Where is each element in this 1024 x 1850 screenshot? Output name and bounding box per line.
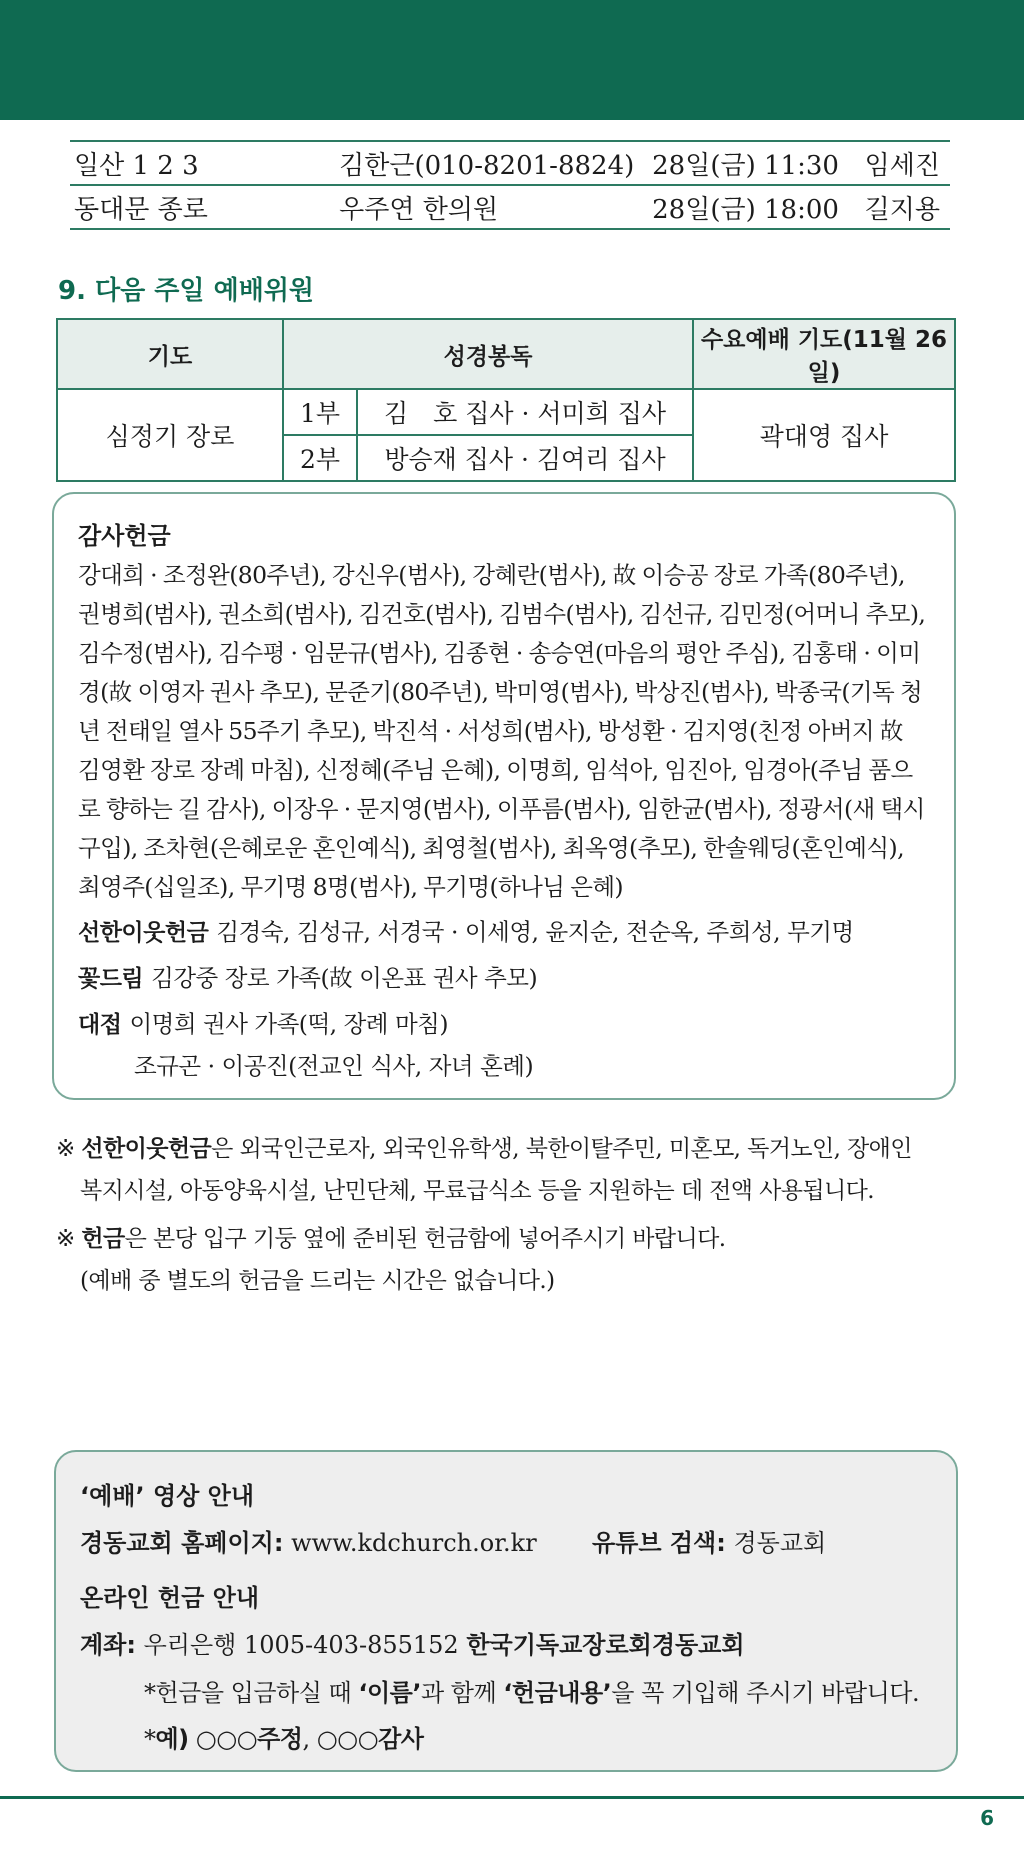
memo-text: *헌금을 입금하실 때 [144,1679,359,1707]
note-text: (예배 중 별도의 헌금을 드리는 시간은 없습니다.) [80,1268,555,1294]
service-cell: 2부 [283,435,357,481]
example-bold: 주정 [257,1725,303,1753]
visit-host: 김한근(010-8201-8824) [335,141,648,185]
note-text: 복지시설, 아동양육시설, 난민단체, 무료급식소 등을 지원하는 데 전액 사용됩니다. [80,1178,874,1204]
readers-cell: 방승재 집사 · 김여리 집사 [357,435,693,481]
note-text: 은 외국인근로자, 외국인유학생, 북한이탈주민, 미혼모, 독거노인, 장애인 [211,1136,912,1162]
hosting-label: 대접 [78,1012,122,1038]
note-bold-term: 선한이웃헌금 [81,1136,212,1162]
online-offering-heading: 온라인 헌금 안내 [80,1584,259,1612]
memo-content: ‘헌금내용’ [503,1679,612,1707]
readers-cell: 김 호 집사 · 서미희 집사 [357,389,693,435]
note-mark: ※ [56,1226,75,1252]
visit-leader: 임세진 [861,141,950,185]
homepage-link[interactable]: www.kdchurch.or.kr [291,1529,537,1557]
visit-host: 우주연 한의원 [335,185,648,229]
hosting-line [78,1005,930,1045]
thanks-offering-box [52,492,956,1100]
hosting-line-2: 조규곤 · 이공진(전교인 식사, 자녀 혼례) [134,1052,534,1080]
visit-schedule-table [70,140,950,230]
note-offering-box [56,1218,966,1302]
neighbor-offering-names: 김경숙, 김성규, 서경국 · 이세영, 윤지순, 전순옥, 주희성, 무기명 [216,918,854,946]
note-mark: ※ [56,1136,75,1162]
notes [56,1128,966,1302]
example-text: ○○○ [188,1725,258,1753]
thanks-heading: 감사헌금 [78,522,171,550]
hosting-names: 이명희 권사 가족(떡, 장례 마침) [129,1010,449,1038]
homepage-row [80,1518,932,1568]
visit-leader: 길지용 [861,185,950,229]
memo-name: ‘이름’ [358,1679,421,1707]
video-heading: ‘예배’ 영상 안내 [80,1482,255,1510]
visit-region: 동대문 종로 [70,185,335,229]
table-row [70,141,950,185]
thanks-donor-list: 강대희 · 조정완(80주년), 강신우(범사), 강혜란(범사), 故 이승공 장로 가족(80주년), 권병희(범사), 권소희(범사), 김건호(범사), 김범수(범사), 김선규, 김민정(어머니 추모), 김수정(범사), 김수평 · 임문규(범사), 김종현 · 송승연(마음의 평안 주심), 김홍태 · 이미경(故 이영자 권사 추모), 문준기(80주년), 박미영(범사), 박상진(범사), 박종국(기독 청년 전태일 열사 55주기 추모), 박진석 · 서성희(범사), 방성환 · 김지영(친정 아버지 故 김영환 장로 장례 마침), 신정혜(주님 은혜), 이명희, 임석아, 임진아, 임경아(주님 품으로 향하는 길 감사), 이장우 · 문지영(범사), 이푸름(범사), 임한균(범사), 정광서(새 택시 구입), 조차현(은혜로운 혼인예식), 최영철(범사), 최옥영(추모), 한솔웨딩(혼인예식), 최영주(십일조), 무기명 8명(범사), 무기명(하나님 은혜) [78,561,926,901]
neighbor-offering-line [78,913,930,953]
flower-names: 김강중 장로 가족(故 이온표 권사 추모) [151,964,538,992]
page-number: 6 [980,1806,994,1830]
online-info-box [54,1450,958,1772]
header-band [0,0,1024,120]
wednesday-prayer-cell: 곽대영 집사 [693,389,955,481]
worship-committee-table [56,318,956,482]
account-row [80,1620,932,1670]
memo-text: 을 꼭 기입해 주시기 바랍니다. [611,1679,920,1707]
deposit-memo-note [80,1670,932,1716]
service-cell: 1부 [283,389,357,435]
footer-rule [0,1796,1024,1799]
memo-text: 과 함께 [420,1679,504,1707]
account-number: 우리은행 1005-403-855152 [143,1631,459,1659]
homepage-label: 경동교회 홈페이지: [80,1529,284,1557]
header-reading: 성경봉독 [283,319,693,389]
visit-region: 일산 1 2 3 [70,141,335,185]
example-mark: * [144,1725,156,1753]
example-text: , ○○○ [302,1725,379,1753]
example-bold: 감사 [378,1725,424,1753]
youtube-search-term: 경동교회 [733,1529,827,1557]
table-row [70,185,950,229]
header-wednesday: 수요예배 기도(11월 26일) [693,319,955,389]
account-holder: 한국기독교장로회경동교회 [466,1631,745,1659]
note-neighbor-offering [56,1128,966,1212]
deposit-example [80,1716,932,1762]
prayer-cell: 심정기 장로 [57,389,283,481]
header-prayer: 기도 [57,319,283,389]
youtube-label: 유튜브 검색: [591,1529,726,1557]
table-header-row [57,319,955,389]
flower-line [78,959,930,999]
note-text: 은 본당 입구 기둥 옆에 준비된 헌금함에 넣어주시기 바랍니다. [124,1226,726,1252]
table-row [57,389,955,435]
example-label: 예) [155,1725,189,1753]
neighbor-offering-label: 선한이웃헌금 [78,920,209,946]
visit-time: 28일(금) 11:30 [648,141,861,185]
note-bold-term: 헌금 [81,1226,125,1252]
account-label: 계좌: [80,1631,136,1659]
visit-time: 28일(금) 18:00 [648,185,861,229]
section-title: 9. 다음 주일 예배위원 [58,276,315,306]
flower-label: 꽃드림 [78,966,144,992]
